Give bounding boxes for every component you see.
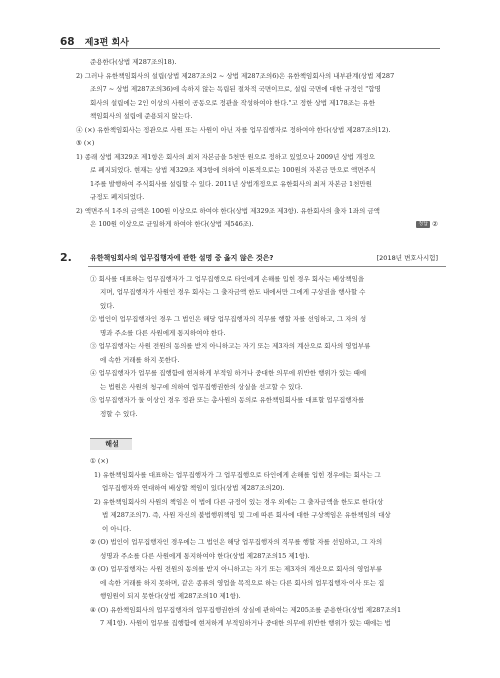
text-line: 준용한다(상법 제287조의18). [90,58,177,66]
text-line: 회사의 설립에는 2인 이상의 사원이 공동으로 정관을 작성하여야 한다."고 정한 상법 제178조는 유한 [90,98,375,107]
option-line: 있다. [100,301,115,310]
option-line: 정할 수 있다. [100,409,138,418]
answer-marker [416,218,438,232]
option-line: 지며, 업무집행자가 사원인 경우 회사는 그 출자금액 한도 내에서만 그에게 구상권을 행사할 수 [100,288,366,296]
option-line: ⑤ 업무집행자가 둘 이상인 경우 정관 또는 총사원의 동의로 유한책임회사를 대표할 업무집행자를 [90,396,365,404]
question-block [60,251,446,422]
text-line: 조의7 ~ 상법 제287조의36)에 속하지 않는 독립된 절차적 국면이므로, 설립 국면에 대한 규정인 "합명 [90,85,381,93]
question-number: 2. [60,250,72,264]
solution-line: 법 제287조의7). 즉, 사원 자신의 불법행위책임 및 그에 따른 회사에 대한 구상책임은 유한책임의 대상 [102,511,391,519]
text-line [60,218,446,232]
text-line: 2) 액면주식 1주의 금액은 100원 이상으로 하여야 한다(상법 제329조 제3항). 유한회사의 출자 1좌의 금액 [76,206,380,215]
text-line: 로 폐지되었다. 현재는 상법 제329조 제3항에 의하여 이론적으로는 100원의 자본금 만으로 액면주식 [90,166,377,174]
option-line: ③ 업무집행자는 사원 전원의 동의를 받지 아니하고는 자기 또는 제3자의 계산으로 회사의 영업부류 [90,342,371,350]
solution-block [60,455,446,631]
option-list [60,273,446,422]
option-line: 명과 주소를 다른 사원에게 통지하여야 한다. [100,328,226,337]
solution-line: 2) 유한책임회사의 사원의 책임은 이 법에 다른 규정이 있는 경우 외에는 그 출자금액을 한도로 한다(상 [94,497,384,506]
page-number: 68 [60,36,75,48]
question-source: [2018년 변호사시험] [376,253,438,262]
solution-heading: 해설 [90,438,132,450]
solution-line: 성명과 주소를 다른 사원에게 통지하여야 한다(상법 제287조의15 제1항). [100,551,310,560]
answer-value: ② [432,220,438,228]
question-text: 유한책임회사의 업무집행자에 관한 설명 중 옳지 않은 것은? [90,253,274,262]
text-span: 은 100원 이상으로 균일하게 하여야 한다(상법 제546조). [90,220,254,228]
solution-line: 이 아니다. [102,524,132,533]
text-line: ⑤ (×) [76,139,95,147]
option-line: ② 법인이 업무집행자인 경우 그 법인은 해당 업무집행자의 직무를 행할 자를 선임하고, 그 자의 성 [90,315,367,323]
text-line: ④ (×) 유한책임회사는 정관으로 사원 또는 사원이 아닌 자를 업무집행자로 정하여야 한다(상법 제287조의12). [76,125,391,134]
solution-line: ② (O) 법인이 업무집행자인 경우에는 그 법인은 해당 업무집행자의 직무를 행할 자를 선임하고, 그 자의 [90,538,383,546]
solution-line: ④ (O) 유한책임회사의 업무집행자의 업무집행권한의 상실에 관하여는 제205조를 준용한다(상법 제287조의1 [90,605,402,614]
solution-line: ① (×) [90,457,109,465]
answer-badge: 정답 [418,221,429,227]
page-header [60,30,440,49]
option-line: 에 속한 거래를 하지 못한다. [100,355,180,364]
solution-line: 업무집행자와 연대하여 배상할 책임이 있다(상법 제287조의20). [102,484,285,492]
solution-line: ③ (O) 업무집행자는 사원 전원의 동의를 받지 아니하고는 자기 또는 제3자의 계산으로 회사의 영업부류 [90,565,383,573]
solution-line: 1) 유한책임회사를 대표하는 업무집행자가 그 업무집행으로 타인에게 손해를 입힌 경우에는 회사는 그 [94,470,381,479]
text-line: 1) 종래 상법 제329조 제1항은 회사의 최저 자본금을 5천만 원으로 정하고 있었으나 2009년 상법 개정으 [76,152,375,161]
text-line: 1주를 발행하여 주식회사를 설립할 수 있다. 2011년 상법개정으로 유한회사의 최저 자본금 1천만원 [90,179,372,188]
page-content [60,56,446,631]
option-line: ① 회사를 대표하는 업무집행자가 그 업무집행으로 타인에게 손해를 입힌 경우 회사는 배상책임을 [90,274,365,283]
divider [88,266,446,267]
solution-line: 에 속한 거래를 하지 못하며, 같은 종류의 영업을 목적으로 하는 다른 회사의 업무집행자·이사 또는 집 [100,578,385,587]
option-line: 는 법원은 사원의 청구에 의하여 업무집행권한의 상실을 선고할 수 있다. [100,382,303,391]
text-line: 2) 그러나 유한책임회사의 설립(상법 제287조의2 ~ 상법 제287조의6)은 유한책임회사의 내부관계(상법 제287 [76,71,395,80]
text-line: 규정도 폐지되었다. [90,193,145,201]
question-text-line [60,251,446,265]
chapter-title: 제3편 회사 [84,38,129,48]
solution-line: 행임원이 되지 못한다(상법 제287조의10 제1항). [100,592,241,600]
text-line: 책임회사의 설립에 준용되지 않는다. [90,112,193,120]
option-line: ④ 업무집행자가 업무를 집행함에 현저하게 부적임 하거나 중대한 의무에 위반한 행위가 있는 때에 [90,369,367,377]
solution-line: 7 제1항). 사원이 업무를 집행함에 현저하게 부적임하거나 중대한 의무에 위반한 행위가 있는 때에는 법 [100,619,391,627]
previous-explanation [60,56,446,232]
